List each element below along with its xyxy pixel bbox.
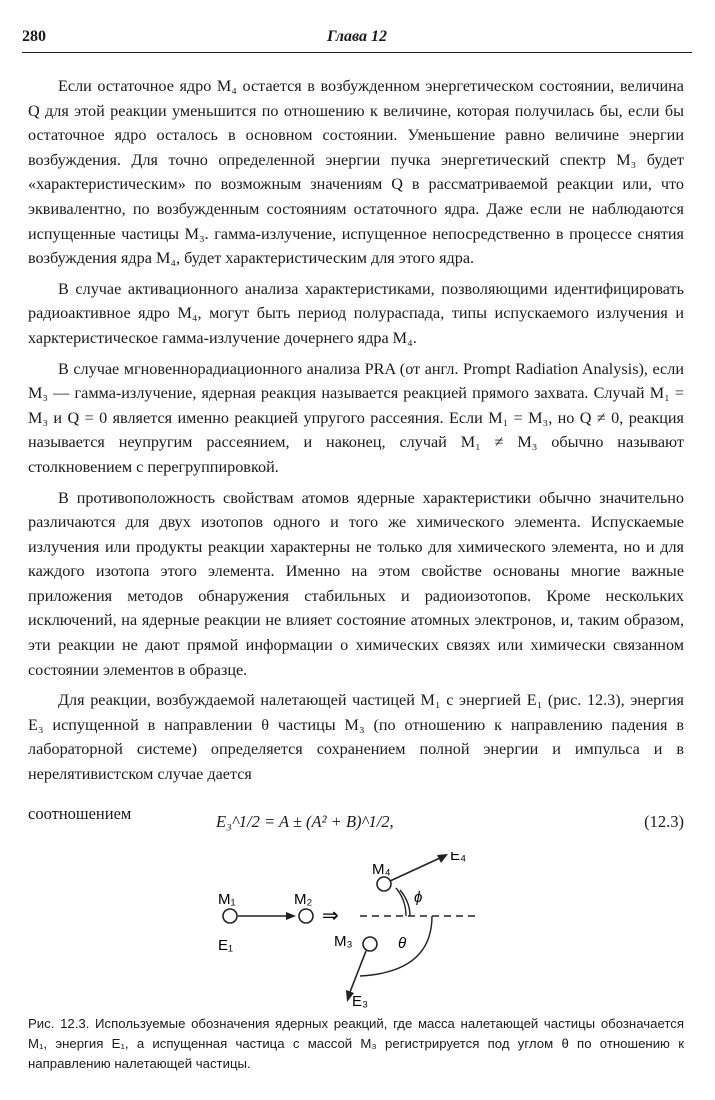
label-theta: θ (398, 935, 407, 952)
label-m1: M₁ (218, 891, 236, 908)
page-header (22, 28, 692, 53)
label-e4: E₄ (450, 852, 467, 864)
label-phi: ϕ (414, 889, 423, 906)
label-e3: E₃ (352, 993, 369, 1010)
particle-m3 (363, 937, 377, 951)
paragraph-1: Если остаточное ядро M₄ остается в возбужденном энергетическом состоянии, величина Q для этой реакции уменьшится по отношению к величине, которая получилась бы, если бы остаточное ядро осталось в основном состоянии. Уменьшение равно величине энергии возбуждения. Для точно определенной энергии пучка энергетический спектр M₃ будет «характеристическим» по возможным значениям Q в рассматриваемой реакции или, что эквивалентно, по возбужденным состояниям остаточного ядра. Даже если не наблюдаются испущенные частицы M₃. гамма-излучение, испущенное непосредственно в процессе снятия возбуждения ядра M₄, будет характеристическим для этого ядра. (28, 77, 684, 268)
page-number: 280 (22, 28, 46, 45)
particle-m4 (377, 877, 391, 891)
equation-number: (12.3) (644, 812, 684, 831)
equation-lead-in: соотношением (28, 804, 132, 823)
theta-arc (360, 916, 432, 976)
paragraph-2: В случае активационного анализа характеристиками, позволяющими идентифицировать радиоактивное ядро M₄, могут быть период полураспада, типы испускаемого излучения и харктеристическое гамма-излучение дочернего ядра M₄. (28, 279, 684, 347)
chapter-title: Глава 12 (326, 28, 388, 45)
transition-arrow-icon: ⇒ (322, 905, 339, 927)
particle-m2 (299, 909, 313, 923)
paragraph-3: В случае мгновеннорадиационного анализа PRA (от англ. Prompt Radiation Analysis), если M₃ — гамма-излучение, ядерная реакция называется реакцией прямого захвата. Случай M₁ = M₃ и Q = 0 является именно реакцией упругого рассеяния. Если M₁ = M₃, но Q ≠ 0, реакция называется неупругим рассеянием, и наконец, случай M₁ ≠ M₃ обычно называют столкновением с перегруппировкой. (28, 359, 684, 476)
e4-arrow-line (390, 858, 440, 881)
incident-arrowhead (286, 912, 296, 920)
paragraph-4: В противоположность свойствам атомов ядерные характеристики обычно значительно различаются для двух изотопов одного и того же химического элемента. Испускаемые излучения или продукты реакции характерны не только для химического элемента, но и для каждого изотопа этого элемента. Именно на этом свойстве основаны многие важные приложения методов обнаружения стабильных и радиоизотопов. Кроме нескольких исключений, на ядерные реакции не влияет состояние атомных электронов, и, таким образом, эти реакции не дают прямой информации о химических связях или химически связанном состоянии элементов в образце. (28, 488, 684, 679)
figure-12-3 (200, 852, 520, 1012)
equation-12-3 (28, 804, 684, 838)
e3-arrow-line (350, 951, 366, 992)
paragraph-5: Для реакции, возбуждаемой налетающей частицей M₁ с энергией E₁ (рис. 12.3), энергия E₃ испущенной в направлении θ частицы M₃ (по отношению к направлению падения в лабораторной системе) определяется сохранением полной энергии и импульса и в нерелятивистском случае дается (28, 691, 684, 784)
body-text (28, 74, 684, 793)
label-m3: M₃ (334, 933, 353, 950)
equation-formula: E₃^1/2 = A ± (A² + B)^1/2, (216, 812, 394, 831)
figure-caption: Рис. 12.3. Используемые обозначения ядерных реакций, где масса налетающей частицы обозначается M₁, энергия E₁, а испущенная частица с массой M₃ регистрируется под углом θ по отношению к направлению налетающей частицы. (28, 1016, 684, 1071)
label-e1: E₁ (218, 937, 234, 954)
phi-arc-inner (400, 890, 410, 916)
particle-m1 (223, 909, 237, 923)
label-m4: M₄ (372, 861, 391, 878)
reaction-diagram (200, 852, 520, 1012)
label-m2: M₂ (294, 891, 313, 908)
